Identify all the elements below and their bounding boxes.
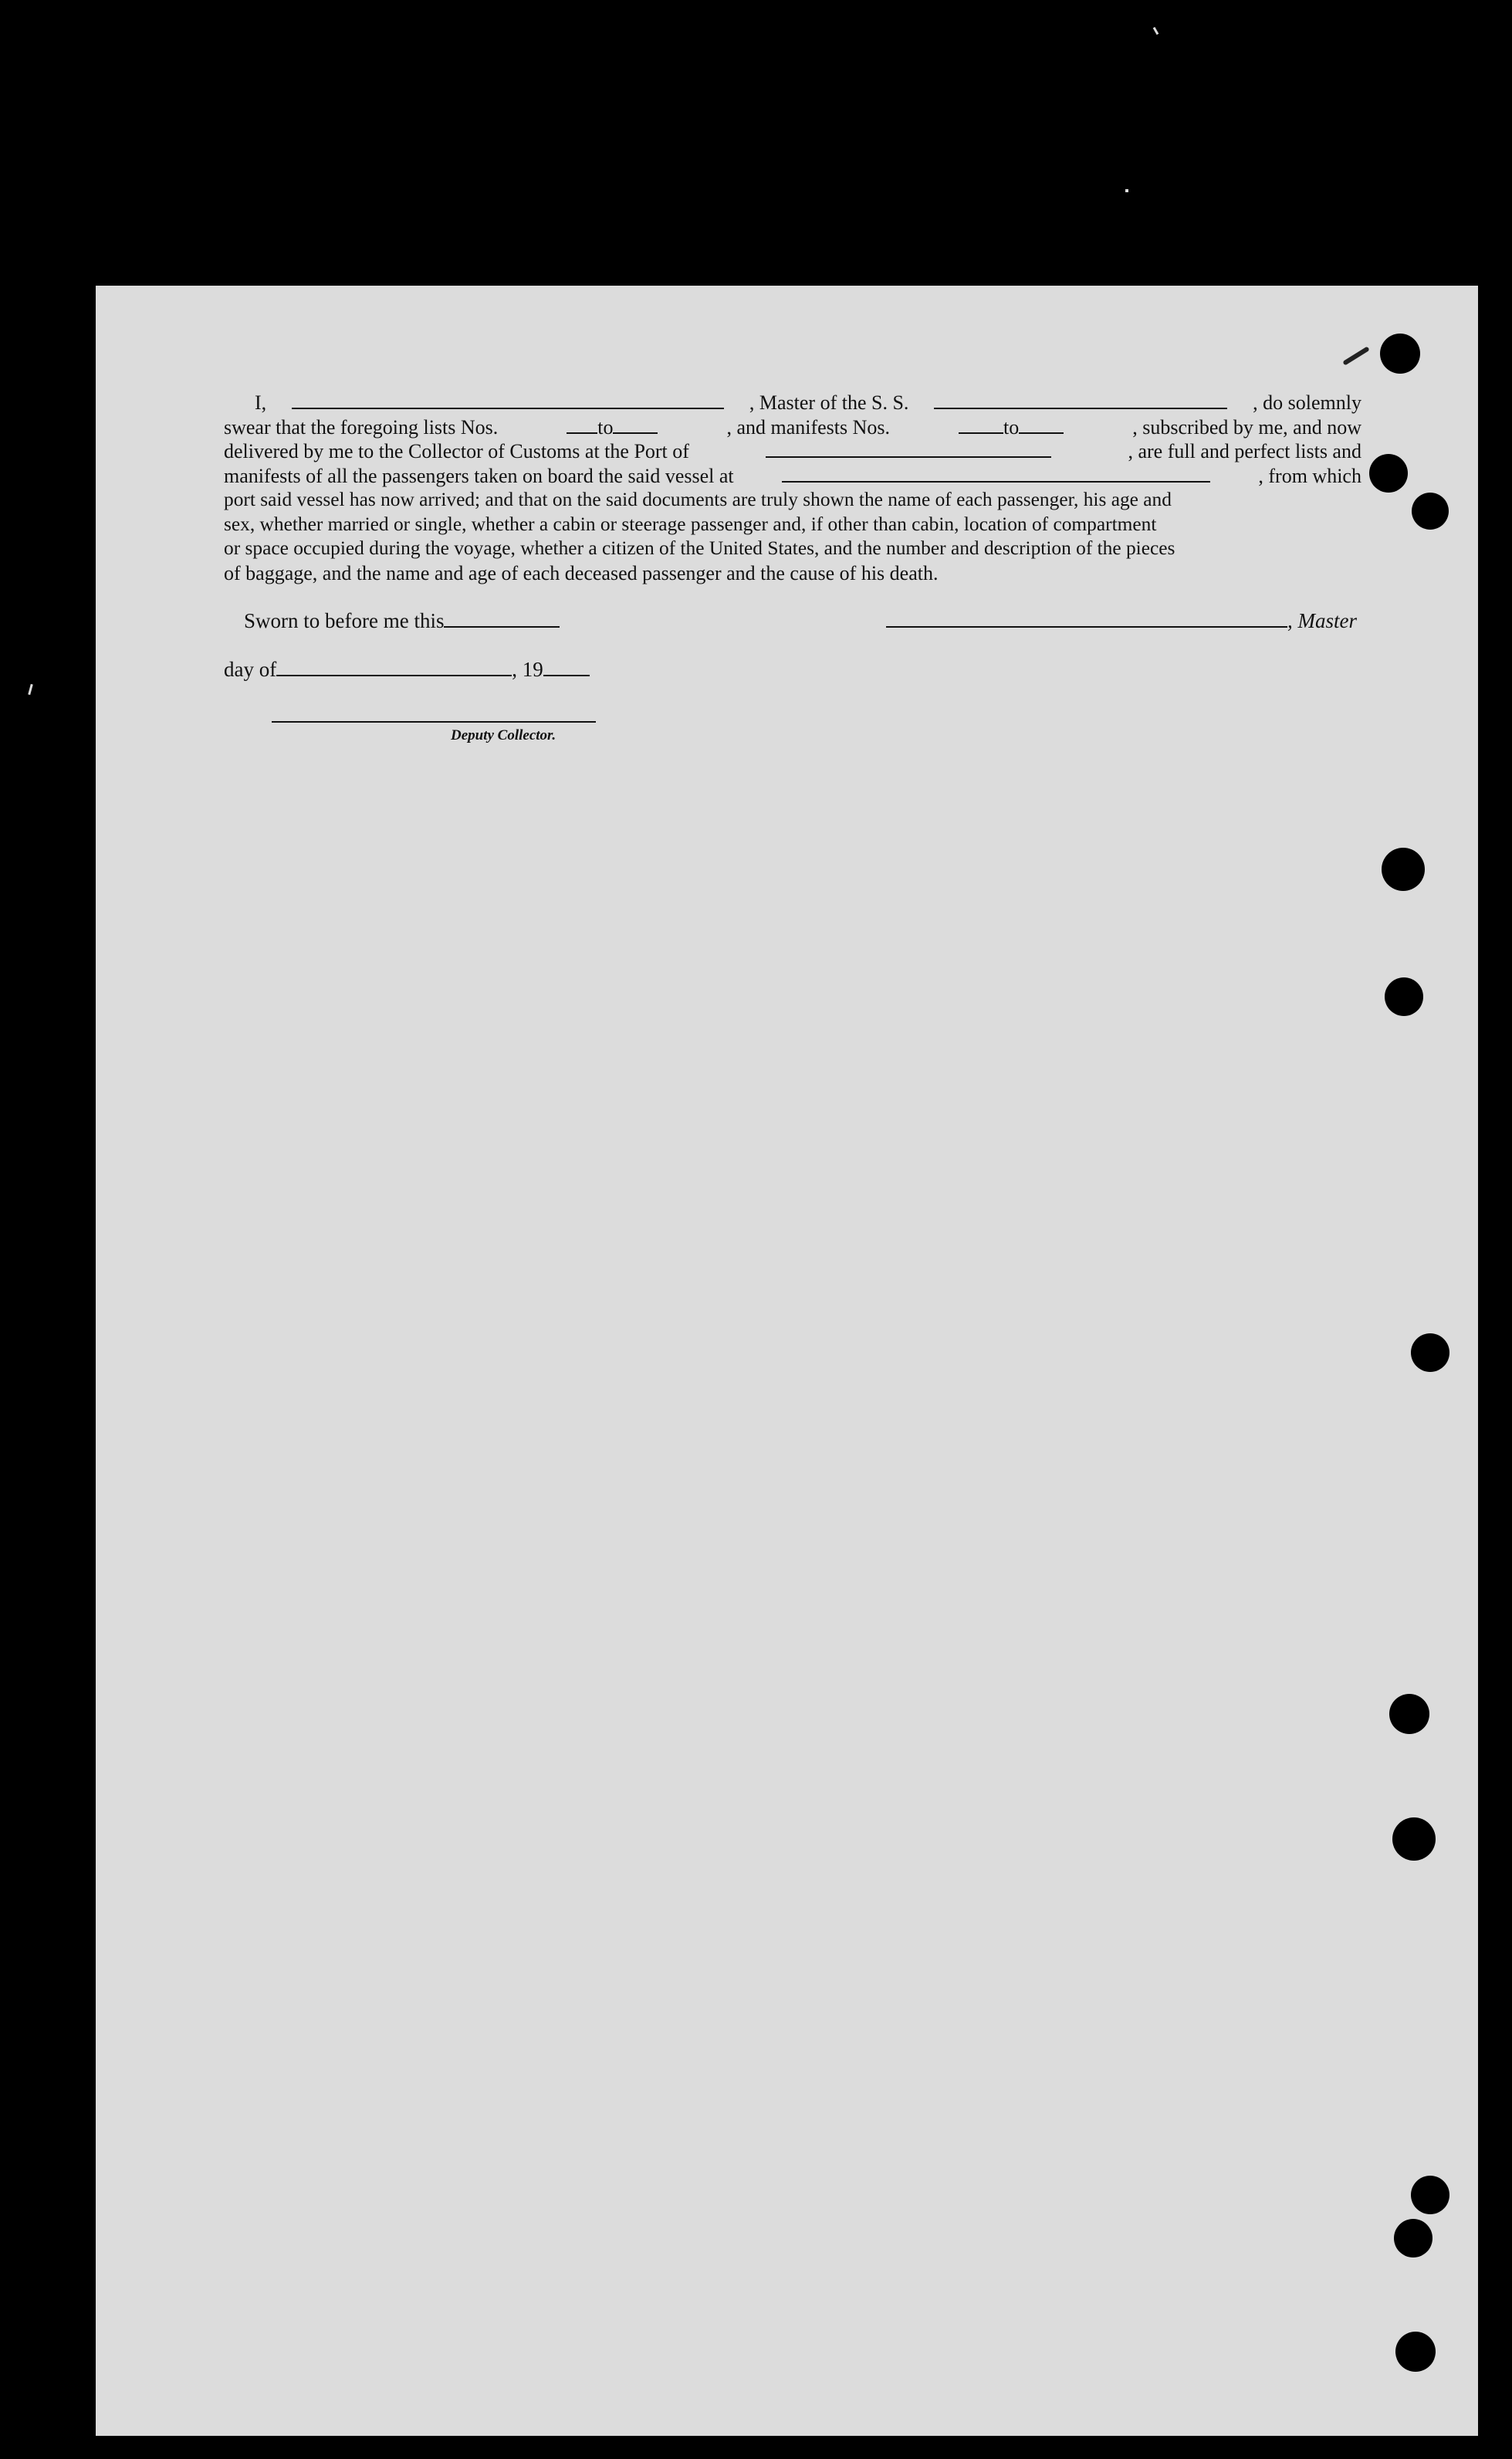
oath-text: , Master of the S. S.: [749, 391, 909, 414]
oath-line-7: or space occupied during the voyage, whether a citizen of the United States, and the number and description of the pieces: [224, 537, 1175, 559]
oath-line-5: port said vessel has now arrived; and that on the said documents are truly shown the name of each passenger, his age and: [224, 489, 1172, 510]
port-blank: [766, 441, 1051, 458]
punch-hole-icon: [1411, 1333, 1449, 1372]
month-blank: [276, 659, 512, 676]
deputy-collector-label: Deputy Collector.: [451, 727, 556, 743]
oath-text: delivered by me to the Collector of Customs at the Port of: [224, 440, 689, 462]
oath-paragraph: [224, 391, 1361, 585]
bleed-through-text: [250, 328, 1022, 359]
master-signature-blank: [886, 611, 1287, 628]
deputy-signature-line: [272, 721, 596, 723]
oath-text: to: [597, 415, 614, 439]
oath-text: swear that the foregoing lists Nos.: [224, 415, 499, 439]
master-name-blank: [292, 392, 724, 409]
punch-hole-icon: [1411, 2176, 1449, 2214]
year-label: , 19: [512, 658, 543, 681]
punch-hole-icon: [1394, 2219, 1433, 2257]
day-of-label: day of: [224, 658, 277, 681]
oath-text: I,: [255, 391, 267, 414]
ship-name-blank: [934, 392, 1227, 409]
master-label: , Master: [1287, 609, 1357, 632]
punch-hole-icon: [1369, 454, 1408, 493]
film-speck: [1125, 189, 1128, 192]
pen-mark: [1342, 346, 1369, 365]
oath-line-3: [224, 439, 1361, 464]
punch-hole-icon: [1385, 977, 1423, 1016]
oath-line-4: [224, 464, 1361, 489]
punch-hole-icon: [1389, 1694, 1429, 1734]
manifest-page: [96, 286, 1478, 2436]
oath-line-8: of baggage, and the name and age of each deceased passenger and the cause of his death.: [224, 561, 939, 584]
oath-text: , subscribed by me, and now: [1132, 415, 1361, 439]
day-of-line: [224, 658, 590, 682]
list-from-blank: [567, 417, 597, 434]
film-speck: [28, 684, 33, 695]
manifest-to-blank: [1019, 417, 1064, 434]
departure-port-blank: [782, 466, 1210, 483]
sworn-label: Sworn to before me this: [244, 609, 445, 632]
year-blank: [543, 659, 590, 676]
punch-hole-icon: [1412, 493, 1449, 530]
sworn-day-blank: [444, 611, 560, 628]
punch-hole-icon: [1382, 848, 1425, 891]
sworn-line: [244, 609, 560, 633]
oath-text: to: [1003, 415, 1020, 439]
oath-line-2: [224, 415, 1361, 440]
oath-text: manifests of all the passengers taken on board the said vessel at: [224, 464, 734, 487]
oath-text: , and manifests Nos.: [726, 415, 891, 439]
oath-text: , from which: [1258, 464, 1361, 487]
oath-text: , are full and perfect lists and: [1128, 440, 1361, 462]
oath-line-1: [224, 391, 1361, 415]
oath-text: , do solemnly: [1253, 391, 1361, 414]
list-to-blank: [613, 417, 658, 434]
film-speck: [1153, 27, 1159, 35]
manifest-from-blank: [959, 417, 1003, 434]
punch-hole-icon: [1395, 2332, 1436, 2372]
punch-hole-icon: [1380, 334, 1420, 374]
master-signature-line: [886, 609, 1357, 633]
oath-line-6: sex, whether married or single, whether a cabin or steerage passenger and, if other than cabin, location of compartment: [224, 513, 1157, 535]
punch-hole-icon: [1392, 1817, 1436, 1861]
